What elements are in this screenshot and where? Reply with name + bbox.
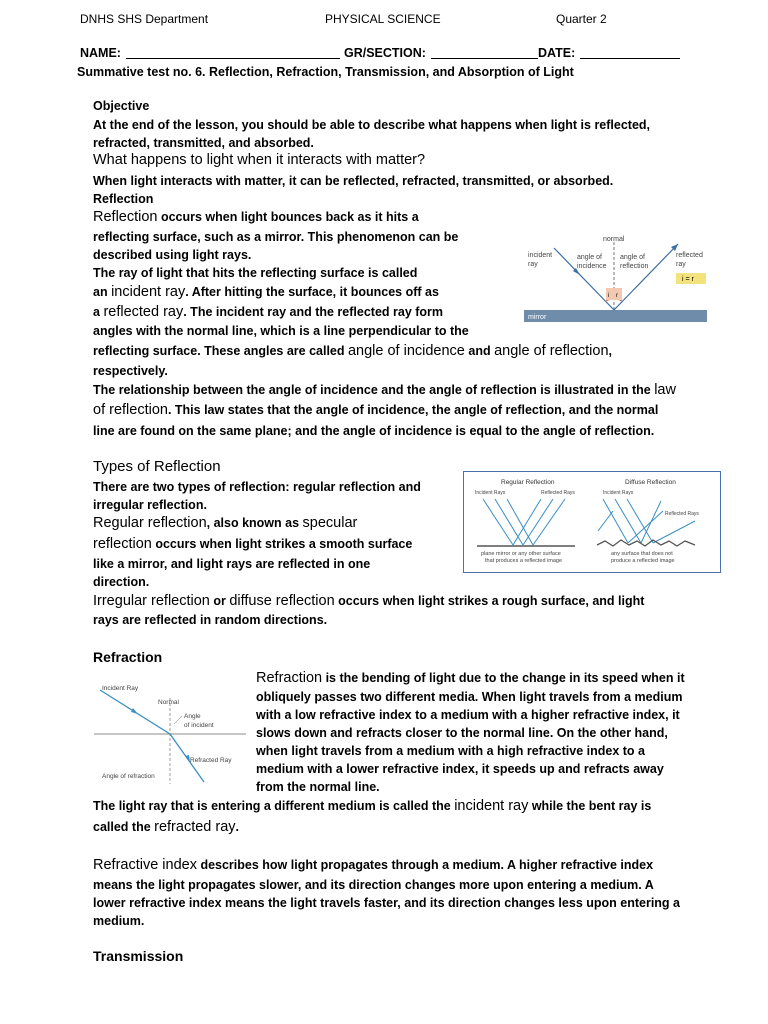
refraction-diagram: [94, 678, 246, 788]
reflection-line-12: line are found on the same plane; and the angle of incidence is equal to the angle of reflection.: [93, 424, 655, 438]
types-line-1: There are two types of reflection: regular reflection and: [93, 480, 421, 494]
reflection-types-diagram: [463, 471, 721, 573]
reflection-line-1: Reflection occurs when light bounces back as it hits a: [93, 209, 419, 225]
term-reflection-2: reflection: [93, 536, 152, 552]
refraction-line-4: slows down and refracts closer to the normal line. On the other hand,: [256, 726, 668, 740]
regular-title: Regular Reflection: [501, 479, 555, 486]
regular-caption-2: that produces a reflected image: [485, 558, 563, 564]
date-line: [580, 58, 680, 59]
incident-arrow: [131, 708, 138, 714]
types-line-3: Regular reflection, also known as specular: [93, 515, 358, 531]
refraction-line-7: from the normal line.: [256, 780, 380, 794]
angle-pointer: [174, 716, 182, 724]
refraction-line-6: medium with a lower refractive index, it speeds up and refracts away: [256, 762, 664, 776]
term-incident-ray-2: incident ray: [454, 798, 529, 814]
types-line-4: reflection occurs when light strikes a smooth surface: [93, 536, 413, 552]
objective-heading: Objective: [93, 99, 150, 113]
reflected-label-2: ray: [676, 261, 686, 268]
aoi-label-1: angle of: [577, 254, 602, 261]
term-regular-reflection: Regular reflection: [93, 515, 207, 531]
refraction-line-9: called the refracted ray.: [93, 819, 240, 835]
term-refractive-index: Refractive index: [93, 857, 197, 873]
angle-label-1: Angle: [184, 713, 201, 720]
refraction-line-3: with a low refractive index to a medium with a higher refractive index, it: [256, 708, 680, 722]
refraction-line-11: means the light propagates slower, and its direction changes more upon entering a medium. A: [93, 878, 654, 892]
term-of-reflection: of reflection: [93, 402, 168, 418]
refracted-label: Refracted Ray: [190, 757, 232, 764]
quarter: Quarter 2: [556, 12, 607, 26]
transmission-heading: Transmission: [93, 948, 184, 964]
refraction-line-8: The light ray that is entering a different medium is called the incident ray while the bent ray is: [93, 798, 652, 814]
reflection-line-3: described using light rays.: [93, 248, 252, 262]
objective-question: What happens to light when it interacts with matter?: [93, 152, 426, 168]
r-label: r: [616, 293, 618, 299]
mirror-label: mirror: [528, 314, 547, 321]
regular-reflected-label: Reflected Rays: [541, 490, 575, 496]
types-heading: Types of Reflection: [93, 458, 221, 475]
term-specular: specular: [302, 515, 358, 531]
name-label: NAME:: [80, 46, 121, 60]
incident-label: Incident Ray: [102, 685, 139, 692]
normal-label: normal: [603, 236, 625, 243]
reflection-line-5: an incident ray. After hitting the surface, it bounces off as: [93, 284, 439, 300]
reflected-label-1: reflected: [676, 252, 703, 259]
types-line-7: Irregular reflection or diffuse reflection occurs when light strikes a rough surface, and light: [93, 593, 645, 609]
date-label: DATE:: [538, 46, 576, 60]
i-label: i: [608, 293, 610, 299]
equation-label: i = r: [682, 276, 694, 283]
diffuse-title: Diffuse Reflection: [625, 479, 676, 486]
regular-incident-label: Incident Rays: [475, 490, 506, 496]
reflection-line-11: of reflection. This law states that the angle of incidence, the angle of reflection, and the normal: [93, 402, 659, 418]
reflection-heading: Reflection: [93, 192, 154, 206]
refraction-line-5: when light travels from a medium with a high refractive index to a: [256, 744, 645, 758]
aor-label-2: reflection: [620, 263, 649, 270]
refraction-line-13: medium.: [93, 914, 145, 928]
name-line: [126, 58, 340, 59]
term-incident-ray: incident ray: [111, 284, 186, 300]
test-title: Summative test no. 6. Reflection, Refraction, Transmission, and Absorption of Light: [77, 65, 574, 79]
term-diffuse-reflection: diffuse reflection: [229, 593, 335, 609]
types-line-6: direction.: [93, 575, 150, 589]
term-law: law: [654, 382, 676, 398]
types-line-2: irregular reflection.: [93, 498, 207, 512]
term-angle-of-reflection: angle of reflection: [494, 343, 609, 359]
aor-label-1: angle of: [620, 254, 645, 261]
term-refraction: Refraction: [256, 670, 323, 686]
aor-label: Angle of refraction: [102, 773, 155, 780]
aoi-label-2: incidence: [577, 263, 607, 270]
objective-line-1: At the end of the lesson, you should be able to describe what happens when light is reflected,: [93, 118, 651, 132]
diffuse-reflected-label: Reflected Rays: [665, 511, 699, 517]
reflection-line-9: respectively.: [93, 364, 168, 378]
types-line-5: like a mirror, and light rays are reflected in one: [93, 557, 371, 571]
reflection-diagram: [520, 228, 710, 324]
incident-label-2: ray: [528, 261, 538, 268]
normal-label: Normal: [158, 699, 179, 706]
reflection-line-6: a reflected ray. The incident ray and the reflected ray form: [93, 304, 444, 320]
refraction-heading: Refraction: [93, 649, 163, 665]
reflection-line-7: angles with the normal line, which is a line perpendicular to the: [93, 324, 469, 338]
refraction-line-10: Refractive index describes how light propagates through a medium. A higher refractive index: [93, 857, 654, 873]
refraction-line-12: lower refractive index means the light travels faster, and its direction changes less upon entering a: [93, 896, 680, 910]
reflection-line-4: The ray of light that hits the reflecting surface is called: [93, 266, 418, 280]
term-irregular-reflection: Irregular reflection: [93, 593, 210, 609]
objective-line-2: refracted, transmitted, and absorbed.: [93, 136, 314, 150]
regular-caption-1: plane mirror or any other surface: [481, 551, 561, 557]
reflection-line-2: reflecting surface, such as a mirror. This phenomenon can be: [93, 230, 459, 244]
term-angle-of-incidence: angle of incidence: [347, 343, 465, 359]
subject: PHYSICAL SCIENCE: [325, 12, 441, 26]
section-line: [431, 58, 538, 59]
department: DNHS SHS Department: [80, 12, 209, 26]
incident-label-1: incident: [528, 252, 553, 259]
term-reflected-ray: reflected ray: [103, 304, 184, 320]
types-line-8: rays are reflected in random directions.: [93, 613, 328, 627]
diffuse-caption-2: produce a reflected image: [611, 558, 675, 564]
reflection-line-10: The relationship between the angle of incidence and the angle of reflection is illustrated in the law: [93, 382, 676, 398]
section-label: GR/SECTION:: [344, 46, 426, 60]
angle-label-2: of incident: [184, 722, 214, 729]
diffuse-caption-1: any surface that does not: [611, 551, 673, 557]
objective-answer: When light interacts with matter, it can be reflected, refracted, transmitted, or absorbed.: [93, 174, 614, 188]
term-reflection: Reflection: [93, 209, 158, 225]
mirror-surface: [524, 310, 707, 322]
term-refracted-ray: refracted ray: [154, 819, 236, 835]
diffuse-incident-label: Incident Rays: [603, 490, 634, 496]
refraction-line-1: Refraction is the bending of light due to the change in its speed when it: [256, 670, 685, 686]
refraction-line-2: obliquely passes two different media. When light travels from a medium: [256, 690, 683, 704]
reflection-line-8: reflecting surface. These angles are called angle of incidence and angle of reflection,: [93, 343, 613, 359]
